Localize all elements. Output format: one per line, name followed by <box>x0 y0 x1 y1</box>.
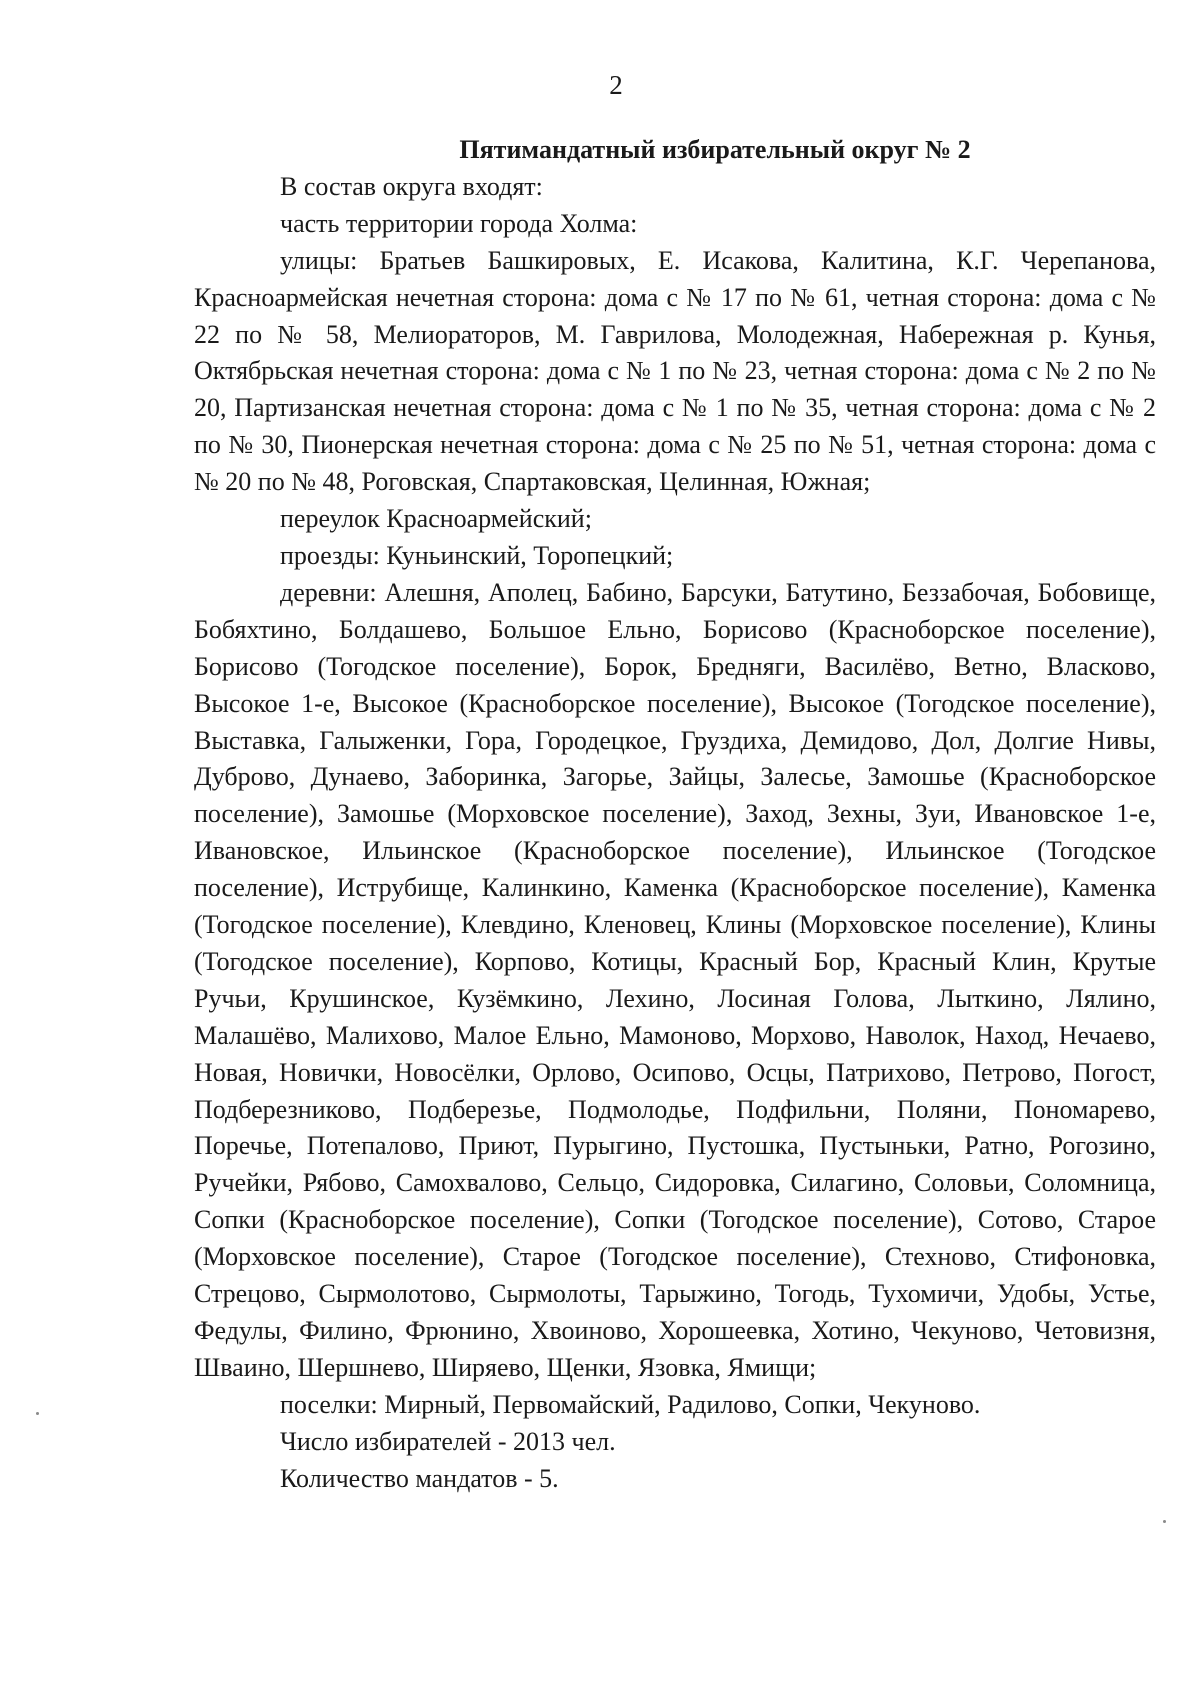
mandates-count-paragraph: Количество мандатов - 5. <box>280 1463 559 1493</box>
district-title: Пятимандатный избирательный округ № 2 <box>459 135 971 164</box>
lanes-paragraph: переулок Красноармейский; <box>280 504 592 534</box>
passages-paragraph: проезды: Куньинский, Торопецкий; <box>280 540 674 570</box>
villages-paragraph: деревни: Алешня, Аполец, Бабино, Барсуки, Батутино, Беззабочая, Бобовище, Бобяхтино, Болдашево, Большое Ельно, Борисово (Красноборское поселение), Борисово (Тогодское поселение), Борок, Бредняги, Василёво, Ветно, Власково, Высокое 1-е, Высокое (Красноборское поселение), Высокое (Тогодское поселение), Выставка, Галыженки, Гора, Городецкое, Груздиха, Демидово, Дол, Долгие Нивы, Дуброво, Дунаево, Заборинка, Загорье, Зайцы, Залесье, Замошье (Красноборское поселение), Замошье (Морховское поселение), Заход, Зехны, Зуи, Ивановское 1-е, Ивановское, Ильинское (Красноборское поселение), Ильинское (Тогодское поселение), Иструбище, Калинкино, Каменка (Красноборское поселение), Каменка (Тогодское поселение), Клевдино, Кленовец, Клины (Морховское поселение), Клины (Тогодское поселение), Корпово, Котицы, Красный Бор, Красный Клин, Крутые Ручьи, Крушинское, Кузёмкино, Лехино, Лосиная Голова, Лыткино, Лялино, Малашёво, Малихово, Малое Ельно, Мамоново, Морхово, Наволок, Наход, Нечаево, Новая, Новички, Новосёлки, Орлово, Осипово, Осцы, Патрихово, Петрово, Погост, Подберезниково, Подберезье, Подмолодье, Подфильни, Поляни, Пономарево, Поречье, Потепалово, Приют, Пурыгино, Пустошка, Пустыньки, Ратно, Рогозино, Ручейки, Рябово, Самохвалово, Сельцо, Сидоровка, Силагино, Соловьи, Соломница, Сопки (Красноборское поселение), Сопки (Тогодское поселение), Сотово, Старое (Морховское поселение), Старое (Тогодское поселение), Стехново, Стифоновка, Стрецово, Сырмолотово, Сырмолоты, Тарыжино, Тогодь, Тухомичи, Удобы, Устье, Федулы, Филино, Фрюнино, Хвоиново, Хорошеевка, Хотино, Чекуново, Четовизня, Шваино, Шершнево, Ширяево, Щенки, Язовка, Ямищи; <box>194 577 1156 1382</box>
voters-count-paragraph: Число избирателей - 2013 чел. <box>280 1426 616 1456</box>
scan-speck <box>1163 1520 1166 1523</box>
streets-paragraph: улицы: Братьев Башкировых, Е. Исакова, Калитина, К.Г. Черепанова, Красноармейская нечетная сторона: дома с № 17 по № 61, четная сторона: дома с № 22 по № 58, Мелиораторов, М. Гаврилова, Молодежная, Набережная р. Кунья, Октябрьская нечетная сторона: дома с № 1 по № 23, четная сторона: дома с № 2 по № 20, Партизанская нечетная сторона: дома с № 1 по № 35, четная сторона: дома с № 2 по № 30, Пионерская нечетная сторона: дома с № 25 по № 51, четная сторона: дома с № 20 по № 48, Роговская, Спартаковская, Целинная, Южная; <box>194 245 1156 497</box>
document-body <box>194 132 1156 1498</box>
intro-paragraph: В состав округа входят: <box>280 171 543 201</box>
settlements-paragraph: поселки: Мирный, Первомайский, Радилово, Сопки, Чекуново. <box>280 1389 981 1419</box>
territory-paragraph: часть территории города Холма: <box>280 208 638 238</box>
page-number: 2 <box>609 70 623 100</box>
scan-speck <box>36 1412 39 1415</box>
